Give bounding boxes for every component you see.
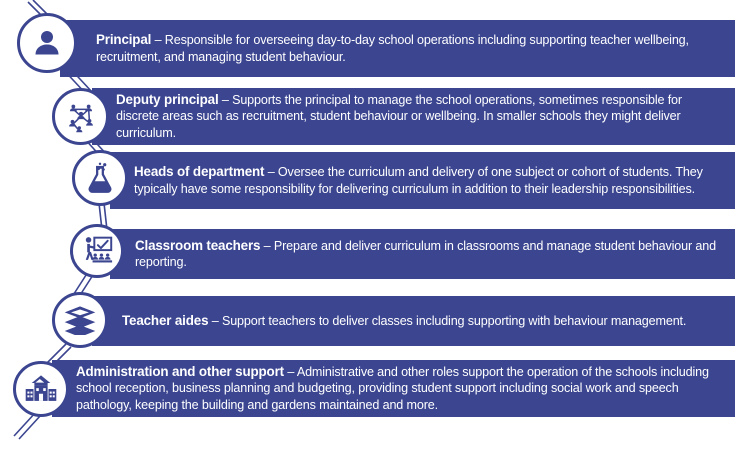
role-description: Supports the principal to manage the school operations, sometimes responsible for discrete areas such as recruitment, student behaviour or wellbeing. In smaller schools they might deliver curriculum.	[116, 92, 682, 140]
role-bar-deputy-principal	[92, 88, 735, 145]
role-dash: –	[151, 33, 165, 48]
icon-badge-administration-and-other-support	[13, 361, 69, 417]
role-dash: –	[264, 165, 278, 180]
role-bar-heads-of-department	[110, 152, 735, 209]
person-icon	[31, 27, 63, 59]
role-description: Oversee the curriculum and delivery of one subject or cohort of students. They typically have some responsibility for delivering curriculum in addition to their leadership responsibilities.	[134, 165, 703, 196]
role-bar-text	[134, 164, 735, 197]
role-title: Teacher aides	[122, 312, 209, 328]
icon-badge-deputy-principal	[52, 88, 109, 145]
role-dash: –	[283, 364, 297, 379]
flask-icon	[84, 161, 116, 195]
role-bar-text	[116, 92, 735, 141]
people-network-icon	[64, 100, 98, 134]
role-description: Administrative and other roles support the operation of the schools including school reception, business planning and budgeting, providing student support including social work and speech pathology, keeping the building and gardens maintained and more.	[76, 364, 709, 412]
role-description: Support teachers to deliver classes including supporting with behaviour management.	[221, 313, 687, 328]
role-description: Prepare and deliver curriculum in classrooms and manage student behaviour and reporting.	[135, 238, 716, 269]
role-bar-principal	[60, 20, 735, 77]
role-dash: –	[208, 313, 222, 328]
role-title: Deputy principal	[116, 91, 219, 107]
school-building-icon	[24, 374, 58, 404]
role-bar-text	[122, 313, 696, 329]
role-bar-classroom-teachers	[110, 229, 735, 279]
role-title: Heads of department	[134, 164, 265, 180]
role-bar-text	[96, 32, 735, 65]
icon-badge-classroom-teachers	[70, 224, 124, 278]
role-bar-text	[76, 364, 735, 413]
role-bar-administration-and-other-support	[52, 360, 735, 417]
stacked-books-icon	[63, 305, 97, 335]
role-bar-teacher-aides	[92, 296, 735, 346]
teacher-whiteboard-icon	[80, 235, 114, 267]
role-title: Principal	[96, 32, 152, 48]
icon-badge-heads-of-department	[72, 150, 128, 206]
role-dash: –	[260, 238, 274, 253]
role-bar-text	[135, 238, 735, 271]
icon-badge-principal	[17, 13, 77, 73]
icon-badge-teacher-aides	[52, 292, 108, 348]
role-dash: –	[218, 92, 233, 107]
role-title: Administration and other support	[76, 363, 284, 379]
role-description: Responsible for overseeing day-to-day school operations including supporting teacher wellbeing, recruitment, and managing student behaviour.	[96, 33, 689, 64]
role-title: Classroom teachers	[135, 237, 261, 253]
